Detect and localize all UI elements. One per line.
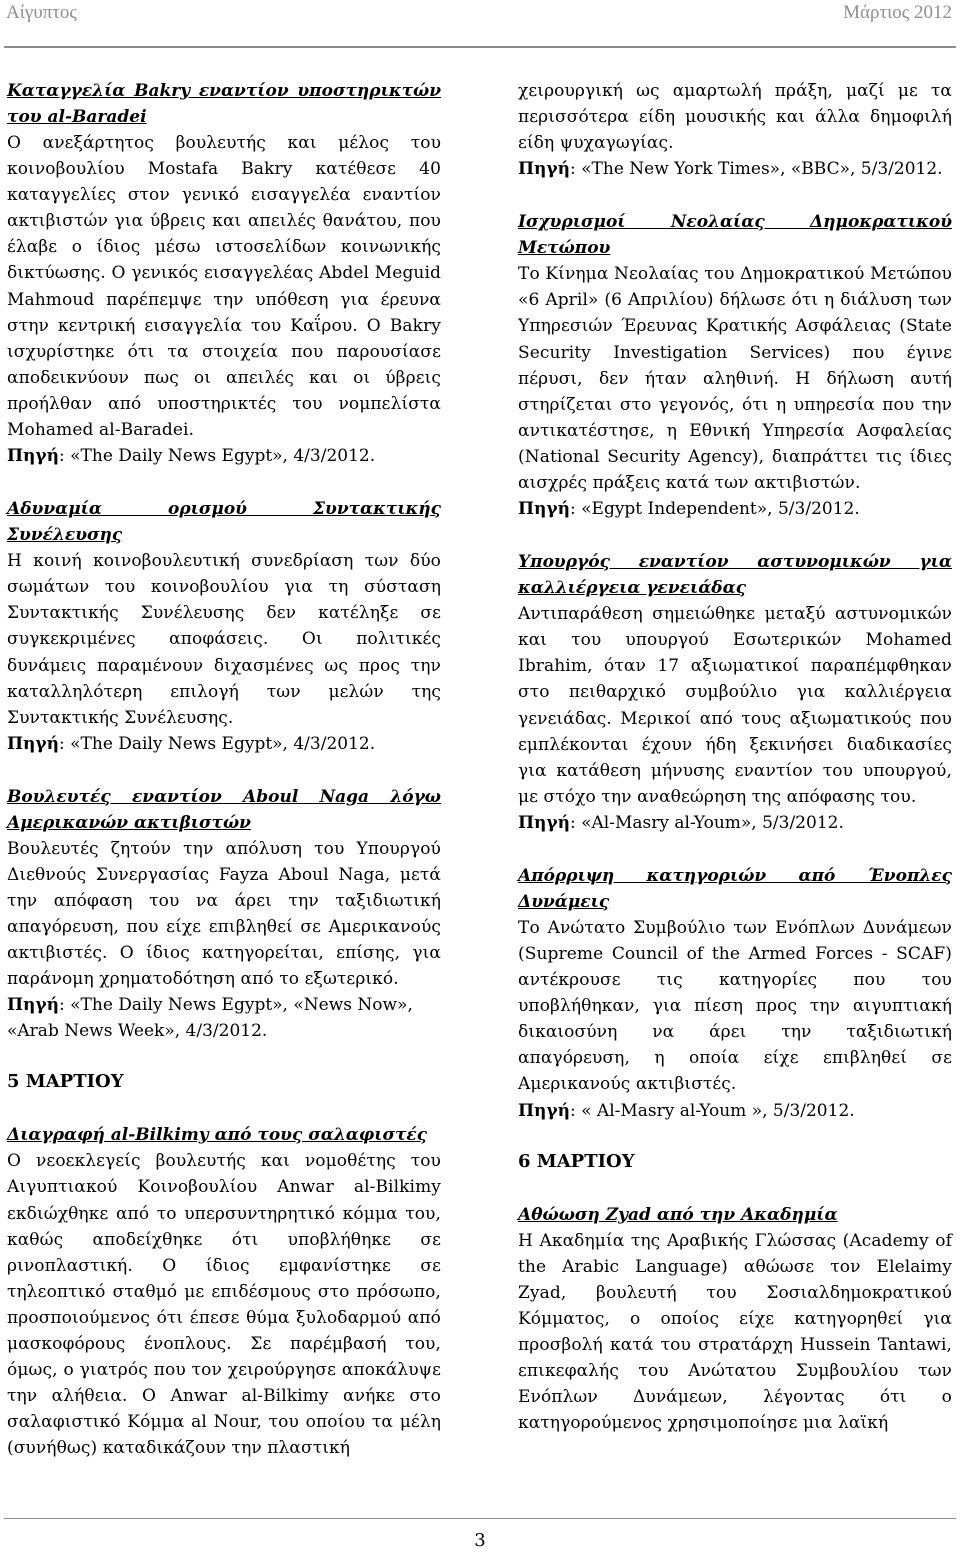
- article-youth-front: [518, 209, 952, 522]
- source-text: : «Al-Masry al-Youm», 5/3/2012.: [570, 812, 844, 833]
- article-al-bilkimy: [7, 1122, 441, 1461]
- article-source: [518, 1098, 952, 1124]
- source-text: : «The Daily News Egypt», 4/3/2012.: [59, 733, 376, 754]
- article-body: Η Ακαδημία της Αραβικής Γλώσσας (Academy of the Arabic Language) αθώωσε τον Elelaimy Zyad, βουλευτή του Σοσιαλδημοκρατικού Κόμματος, ο οποίος είχε κατηγορηθεί για προσβολή κατά του στρατάρχη Hussein Tantawi, επικεφαλής του Ανώτατου Συμβουλίου των Ενόπλων Δυνάμεων, λέγοντας ότι ο κατηγορούμενος χρησιμοποίησε μια λαϊκή: [518, 1230, 952, 1434]
- article-body: χειρουργική ως αμαρτωλή πράξη, μαζί με τα περισσότερα είδη μουσικής και άλλα δημοφιλή είδη ψυχαγωγίας.: [518, 81, 952, 154]
- day-heading: 5 ΜΑΡΤΙΟΥ: [7, 1071, 124, 1093]
- source-text: : «The Daily News Egypt», «News Now», «Arab News Week», 4/3/2012.: [7, 995, 413, 1042]
- source-label: Πηγή: [7, 733, 59, 754]
- article-source: [518, 810, 952, 836]
- source-label: Πηγή: [518, 1100, 570, 1121]
- left-column: [7, 78, 441, 1488]
- article-body: Βουλευτές ζητούν την απόλυση του Υπουργού Διεθνούς Συνεργασίας Fayza Aboul Naga, μετά την απόφαση του να άρει την ταξιδιωτική απαγόρευση, που είχε επιβληθεί σε Αμερικανούς ακτιβιστές. Ο ίδιος κατηγορείται, επίσης, για παράνομη χρηματοδότηση από το εξωτερικό.: [7, 838, 441, 990]
- article-body: Το Ανώτατο Συμβούλιο των Ενόπλων Δυνάμεων (Supreme Council of the Armed Forces - SCAF) αντέκρουσε τις κατηγορίες που του υποβλήθηκαν, για πίεση προς την αιγυπτιακή δικαιοσύνη να άρει την ταξιδιωτική απαγόρευση, η οποία είχε επιβληθεί σε Αμερικανούς ακτιβιστές.: [518, 917, 952, 1095]
- article-source: [7, 992, 441, 1044]
- article-constituent-assembly: [7, 496, 441, 757]
- right-column: [518, 78, 952, 1463]
- header-date: Μάρτιος 2012: [843, 2, 952, 23]
- article-title: Βουλευτές εναντίον Aboul Naga λόγω Αμερικανών ακτιβιστών: [7, 786, 441, 833]
- page-number: 3: [474, 1530, 486, 1551]
- source-text: : «Egypt Independent», 5/3/2012.: [570, 499, 860, 520]
- article-body: Η κοινή κοινοβουλευτική συνεδρίαση των δύο σωμάτων του κοινοβουλίου για τη σύσταση Συντακτικής Συνέλευσης δεν κατέληξε σε συγκεκριμένες αποφάσεις. Οι πολιτικές δυνάμεις παραμένουν διχασμένες ως προς την καταλληλότερη επιλογή των μελών της Συντακτικής Συνέλευσης.: [7, 551, 441, 728]
- article-source: [518, 156, 952, 182]
- header-country: Αίγυπτος: [6, 2, 77, 23]
- article-bakry: [7, 78, 441, 469]
- article-aboul-naga: [7, 784, 441, 1045]
- article-title: Διαγραφή al-Bilkimy από τους σαλαφιστές: [7, 1125, 428, 1146]
- article-body: Αντιπαράθεση σημειώθηκε μεταξύ αστυνομικών και του υπουργού Εσωτερικών Mohamed Ibrahim, όταν 17 αξιωματικοί παραπέμφθηκαν στο πειθαρχικό συμβούλιο για καλλιέργεια γενειάδας. Μερικοί από τους αξιωματικούς που εμπλέκονται έχουν ήδη ξεκινήσει διαδικασίες για κατάθεση μήνυσης εναντίον του υπουργού, με στόχο την αναθεώρηση της απόφασης του.: [518, 604, 952, 807]
- article-source: [7, 443, 441, 469]
- article-body: Το Κίνημα Νεολαίας του Δημοκρατικού Μετώπου «6 April» (6 Απριλίου) δήλωσε ότι η διάλυση των Υπηρεσιών Έρευνας Κρατικής Ασφάλειας (State Security Investigation Services) που έγινε πέρυσι, δεν ήταν αληθινή. Η δήλωση αυτή στηρίζεται στο γεγονός, ότι η υπηρεσία που την αντικατέστησε, η Εθνική Υπηρεσία Ασφαλείας (National Security Agency), διαπράττει τις ίδιες αισχρές πράξεις κατά των ακτιβιστών.: [518, 264, 952, 494]
- source-label: Πηγή: [518, 499, 570, 520]
- source-label: Πηγή: [518, 812, 570, 833]
- article-zyad-acquittal: [518, 1202, 952, 1437]
- article-body: Ο ανεξάρτητος βουλευτής και μέλος του κοινοβουλίου Mostafa Bakry κατέθεσε 40 καταγγελίες στον γενικό εισαγγελέα εναντίον ακτιβιστών για ύβρεις και απειλές θανάτου, που έλαβε ο ίδιος μέσω ιστοσελίδων κοινωνικής δικτύωσης. Ο γενικός εισαγγελέας Abdel Meguid Mahmoud παρέπεμψε την υπόθεση για έρευνα στην κεντρική εισαγγελία του Καΐρου. Ο Bakry ισχυρίστηκε ότι τα στοιχεία που παρουσίασε αποδεικνύουν πως οι απειλές και οι ύβρεις προήλθαν από υποστηρικτές του νομπελίστα Mohamed al-Baradei.: [7, 133, 441, 441]
- source-text: : « Al-Masry al-Youm », 5/3/2012.: [570, 1100, 855, 1121]
- article-minister-beards: [518, 549, 952, 836]
- article-title: Αθώωση Zyad από την Ακαδημία: [518, 1204, 838, 1225]
- article-title: Υπουργός εναντίον αστυνομικών για καλλιέργεια γενειάδας: [518, 552, 952, 599]
- article-scaf-rejection: [518, 863, 952, 1124]
- article-title: Αδυναμία ορισμού Συντακτικής Συνέλευσης: [7, 499, 441, 546]
- footer-divider: [4, 1518, 956, 1519]
- source-label: Πηγή: [7, 995, 59, 1016]
- source-text: : «The New York Times», «BBC», 5/3/2012.: [570, 159, 943, 180]
- article-source: [518, 496, 952, 522]
- article-source: [7, 731, 441, 757]
- article-title: Καταγγελία Bakry εναντίον υποστηρικτών του al-Baradei: [7, 81, 441, 127]
- page-header: [0, 0, 960, 28]
- article-body: Ο νεοεκλεγείς βουλευτής και νομοθέτης του Αιγυπτιακού Κοινοβουλίου Anwar al-Bilkimy εκδιώχθηκε από το υπερσυντηρητικό κόμμα του, καθώς αποδείχθηκε ότι υποβλήθηκε σε ρινοπλαστική. Ο ίδιος εμφανίστηκε σε τηλεοπτικό σταθμό με επιδέσμους στο πρόσωπο, προσποιούμενος ότι έπεσε θύμα ξυλοδαρμού από μασκοφόρους ένοπλους. Σε παρέμβασή του, όμως, ο γιατρός που τον χειρούργησε αποκάλυψε την αλήθεια. Ο Anwar al-Bilkimy ανήκε στο σαλαφιστικό Κόμμα al Nour, του οποίου τα μέλη (συνήθως) καταδικάζουν την πλαστική: [7, 1151, 441, 1459]
- article-al-bilkimy-continued: [518, 78, 952, 182]
- day-heading: 6 ΜΑΡΤΙΟΥ: [518, 1150, 635, 1172]
- source-label: Πηγή: [7, 446, 59, 467]
- article-title: Απόρριψη κατηγοριών από Ένοπλες Δυνάμεις: [518, 865, 952, 912]
- source-text: : «The Daily News Egypt», 4/3/2012.: [59, 446, 376, 467]
- header-divider: [4, 46, 956, 48]
- article-title: Ισχυρισμοί Νεολαίας Δημοκρατικού Μετώπου: [518, 212, 952, 259]
- source-label: Πηγή: [518, 159, 570, 180]
